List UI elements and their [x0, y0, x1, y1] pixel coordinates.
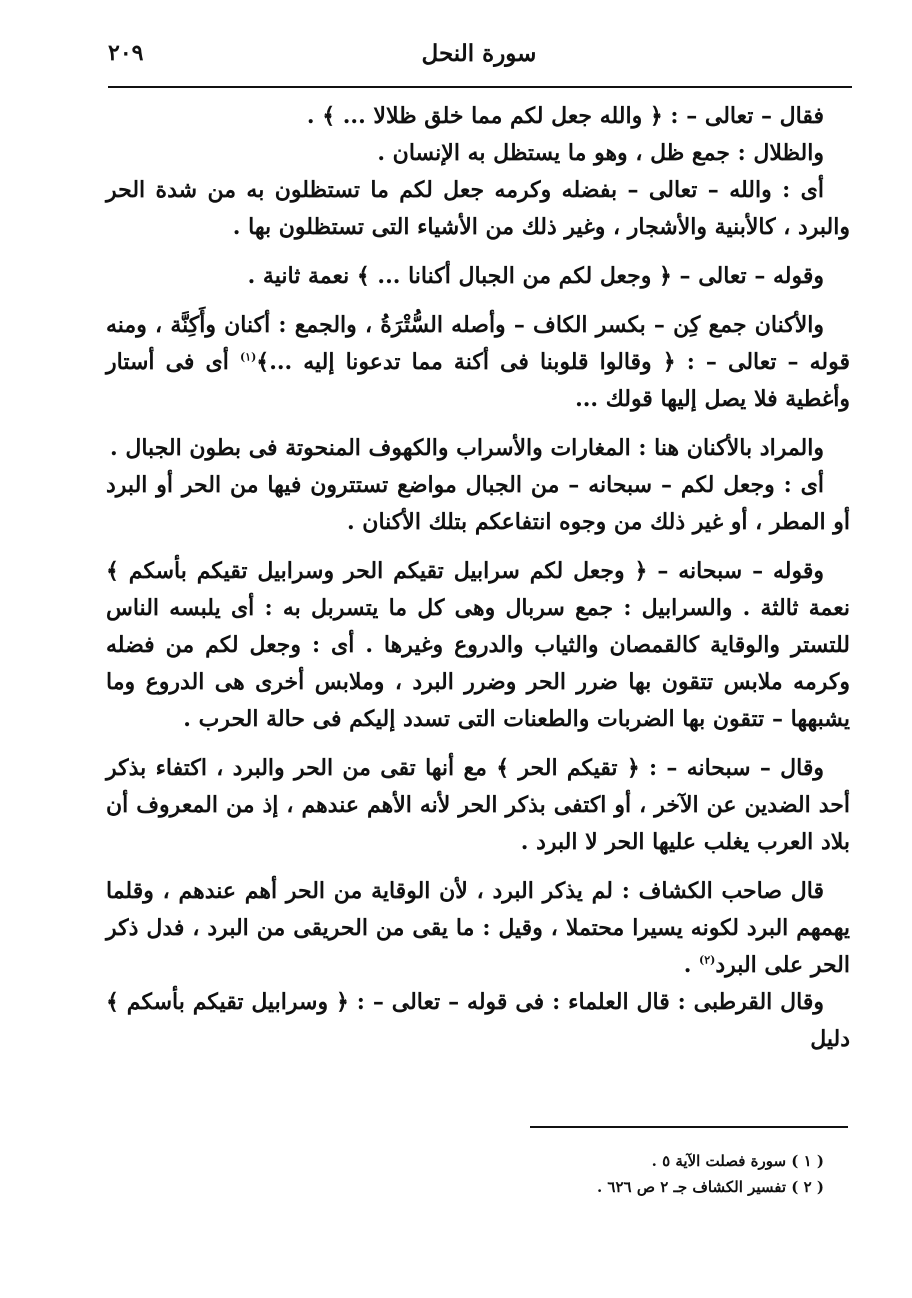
paragraph: [106, 873, 850, 984]
footnote-ref: (٢): [699, 953, 716, 967]
paragraph-text: والأكنان جمع كِن – بكسر الكاف – وأصله السُّتْرَةُ ، والجمع : أكنان وأَكِنَّة ، ومنه قوله – تعالى – : ﴿ وقالوا قلوبنا فى أكنة مما تدعونا إليه ...﴾: [106, 312, 850, 375]
paragraph-text-tail: .: [683, 952, 700, 978]
body-text: [106, 98, 850, 1058]
footnote: ( ١ ) سورة فصلت الآية ٥ .: [651, 1152, 824, 1170]
paragraph: [106, 984, 850, 1058]
paragraph: [106, 467, 850, 541]
paragraph: [106, 750, 850, 861]
page-header: [108, 36, 850, 80]
paragraph: [106, 553, 850, 738]
paragraph: [106, 172, 850, 246]
paragraph-text: والظلال : جمع ظل ، وهو ما يستظل به الإنسان .: [377, 140, 824, 166]
footnote: ( ٢ ) تفسير الكشاف جـ ٢ ص ٦٢٦ .: [596, 1178, 824, 1196]
paragraph-text-tail: أى فى أستار وأغطية فلا يصل إليها قولك ...: [106, 349, 850, 412]
paragraph: [106, 98, 850, 135]
paragraph: [106, 135, 850, 172]
paragraph-text: وقال – سبحانه – : ﴿ تقيكم الحر ﴾ مع أنها تقى من الحر والبرد ، اكتفاء بذكر أحد الضدين عن الآخر ، أو اكتفى بذكر الحر لأنه الأهم عندهم ، إذ من المعروف أن بلاد العرب يغلب عليها الحر لا البرد .: [106, 755, 850, 855]
paragraph-text: وقال القرطبى : قال العلماء : فى قوله – تعالى – : ﴿ وسرابيل تقيكم بأسكم ﴾ دليل: [106, 989, 850, 1052]
paragraph: [106, 258, 850, 295]
running-title: سورة النحل: [421, 40, 537, 67]
paragraph-text: فقال – تعالى – : ﴿ والله جعل لكم مما خلق ظلالا ... ﴾ .: [306, 103, 824, 129]
paragraph-text: وقوله – سبحانه – ﴿ وجعل لكم سرابيل تقيكم الحر وسرابيل تقيكم بأسكم ﴾ نعمة ثالثة . والسرابيل : جمع سربال وهى كل ما يتسربل به : أى يلبسه الناس للتستر والوقاية كالقمصان والثياب والدروع وغيرها . أى : وجعل لكم من فضله وكرمه ملابس تتقون بها ضرر الحر وضرر البرد ، وملابس أخرى هى الدروع وما يشبهها – تتقون بها الضربات والطعنات التى تسدد إليكم فى حالة الحرب .: [106, 558, 851, 732]
footnote-ref: (١): [239, 350, 257, 364]
footnotes: [300, 1148, 824, 1200]
paragraph: [106, 307, 850, 418]
page-number: ٢٠٩: [108, 40, 144, 66]
paragraph-text: أى : وجعل لكم – سبحانه – من الجبال مواضع تستترون فيها من الحر أو البرد أو المطر ، أو غير ذلك من وجوه انتفاعكم بتلك الأكنان .: [106, 472, 850, 535]
paragraph-text: والمراد بالأكنان هنا : المغارات والأسراب والكهوف المنحوتة فى بطون الجبال .: [110, 435, 824, 461]
paragraph: [106, 430, 850, 467]
footnote-rule: [530, 1126, 848, 1128]
header-rule: [108, 86, 852, 88]
paragraph-text: وقوله – تعالى – ﴿ وجعل لكم من الجبال أكنانا ... ﴾ نعمة ثانية .: [247, 263, 824, 289]
paragraph-text: قال صاحب الكشاف : لم يذكر البرد ، لأن الوقاية من الحر أهم عندهم ، وقلما يهمهم البرد لكونه يسيرا محتملا ، وقيل : ما يقى من الحريقى من البرد ، فدل ذكر الحر على البرد: [106, 878, 850, 978]
paragraph-text: أى : والله – تعالى – بفضله وكرمه جعل لكم ما تستظلون به من شدة الحر والبرد ، كالأبنية والأشجار ، وغير ذلك من الأشياء التى تستظلون بها .: [106, 177, 850, 240]
